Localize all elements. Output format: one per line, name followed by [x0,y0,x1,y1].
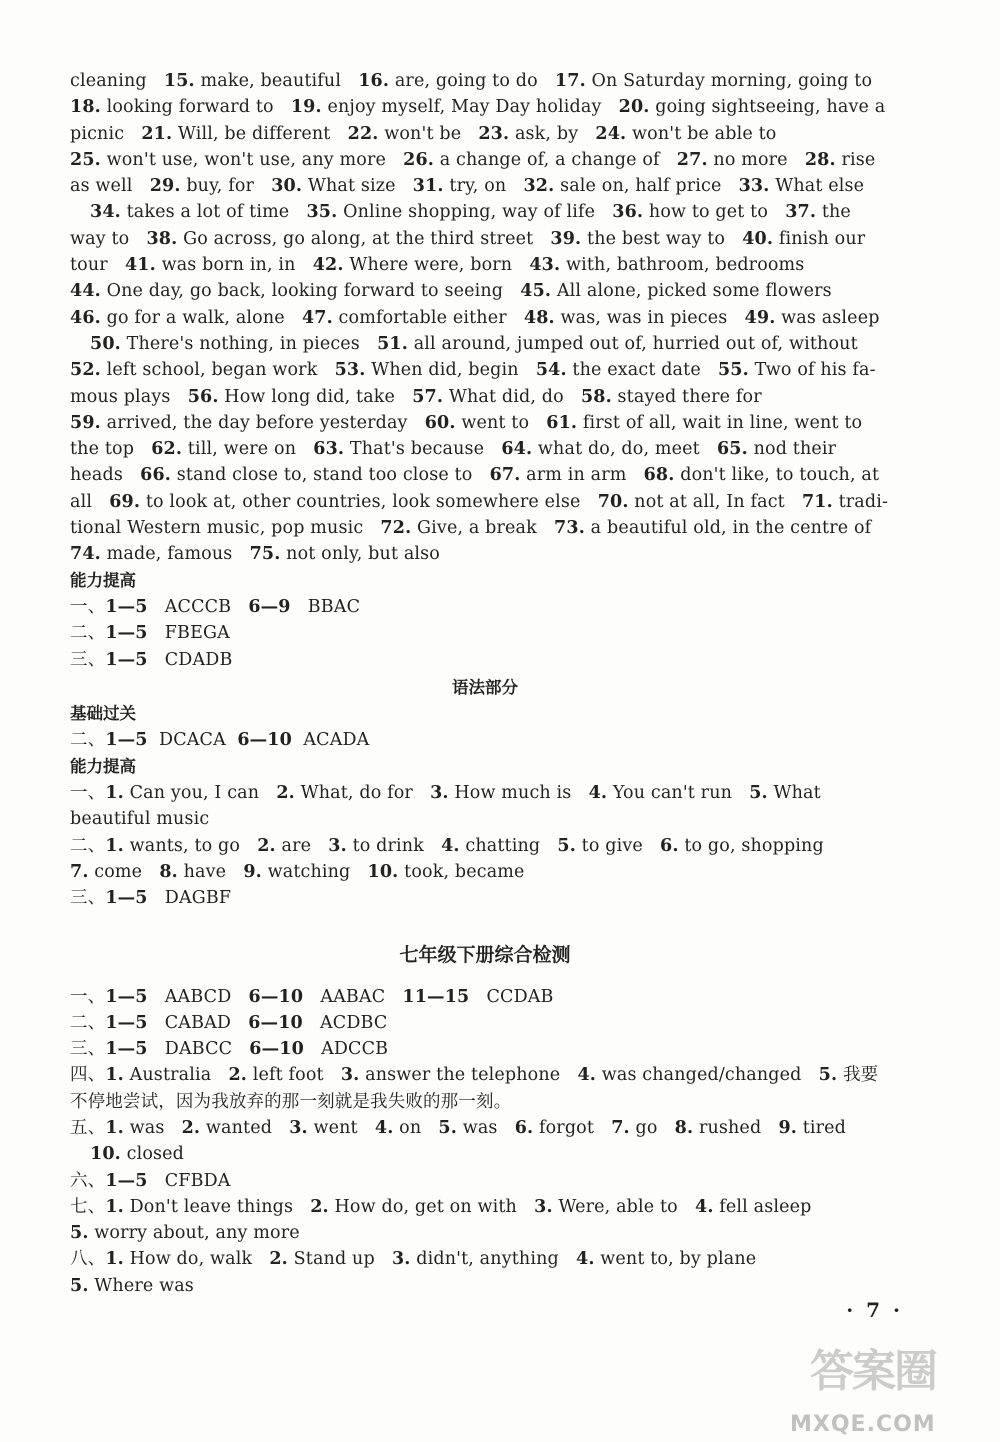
answer-line: 59. arrived, the day before yesterday 60. went to 61. first of all, wait in line, went to [70,412,863,433]
watermark-url: MXQE.COM [790,1412,936,1437]
grammar-line: 二、1. wants, to go 2. are 3. to drink 4. chatting 5. to give 6. to go, shopping [70,835,824,856]
answer-page [70,68,900,1299]
grammar-line: 一、1. Can you, I can 2. What, do for 3. How much is 4. You can't run 5. What [70,783,821,804]
ability-line: 一、1—5 ACCCB 6—9 BBAC [70,596,361,617]
answer-line: heads 66. stand close to, stand too close to 67. arm in arm 68. don't like, to touch, at [70,465,880,486]
test-line: 5. Where was [70,1275,194,1296]
test-title: 七年级下册综合检测 [399,943,571,966]
test-answers [70,984,900,1300]
answer-line: 25. won't use, won't use, any more 26. a change of, a change of 27. no more 28. rise [70,149,876,170]
ability-line: 三、1—5 CDADB [70,649,233,670]
answer-line: all 69. to look at, other countries, look somewhere else 70. not at all, In fact 71. tradi- [70,491,889,512]
test-line: 八、1. How do, walk 2. Stand up 3. didn't, anything 4. went to, by plane [70,1249,757,1270]
section-heading-ability: 能力提高 [70,570,136,590]
answer-line: the top 62. till, were on 63. That's because 64. what do, do, meet 65. nod their [70,439,837,460]
answer-line: mous plays 56. How long did, take 57. What did, do 58. stayed there for [70,386,762,407]
answer-line: as well 29. buy, for 30. What size 31. try, on 32. sale on, half price 33. What else [70,176,865,197]
answer-line: way to 38. Go across, go along, at the third street 39. the best way to 40. finish our [70,228,866,249]
test-line: 三、1—5 DABCC 6—10 ADCCB [70,1039,389,1060]
grammar-line: beautiful music [70,809,210,830]
grammar-ability-heading: 能力提高 [70,756,136,776]
test-line: 二、1—5 CABAD 6—10 ACDBC [70,1012,388,1033]
grammar-line: 7. come 8. have 9. watching 10. took, became [70,861,525,882]
answer-line: 34. takes a lot of time 35. Online shopping, way of life 36. how to get to 37. the [90,202,851,223]
answer-line: 74. made, famous 75. not only, but also [70,544,440,565]
test-line: 一、1—5 AABCD 6—10 AABAC 11—15 CCDAB [70,986,554,1007]
answer-line: 50. There's nothing, in pieces 51. all around, jumped out of, hurried out of, without [90,333,858,354]
test-line: 六、1—5 CFBDA [70,1170,231,1191]
answer-line: cleaning 15. make, beautiful 16. are, going to do 17. On Saturday morning, going to [70,71,873,91]
answer-line: 18. looking forward to 19. enjoy myself, May Day holiday 20. going sightseeing, have a [70,97,886,118]
answer-line: tional Western music, pop music 72. Give, a break 73. a beautiful old, in the centre of [70,518,872,539]
grammar-title: 语法部分 [452,677,518,697]
answer-lines [70,68,900,568]
grammar-line: 三、1—5 DAGBF [70,888,232,909]
page-number: · 7 · [846,1298,903,1322]
test-line: 四、1. Australia 2. left foot 3. answer the telephone 4. was changed/changed 5. 我要 [70,1065,879,1086]
test-line: 五、1. was 2. wanted 3. went 4. on 5. was 6. forgot 7. go 8. rushed 9. tired [70,1117,847,1138]
answer-line: 44. One day, go back, looking forward to seeing 45. All alone, picked some flowers [70,281,832,302]
ability-answers [70,594,900,673]
grammar-answers [70,780,900,911]
test-line: 七、1. Don't leave things 2. How do, get on with 3. Were, able to 4. fell asleep [70,1196,812,1217]
answer-line: picnic 21. Will, be different 22. won't be 23. ask, by 24. won't be able to [70,123,777,144]
watermark-logo: 答案圈 [810,1346,936,1397]
grammar-basic-heading: 基础过关 [70,704,136,724]
test-line: 5. worry about, any more [70,1223,300,1244]
answer-line: 46. go for a walk, alone 47. comfortable either 48. was, was in pieces 49. was asleep [70,307,880,328]
test-line: 不停地尝试，因为我放弃的那一刻就是我失败的那一刻。 [70,1091,512,1112]
grammar-basic-row: 二、1—5 DCACA 6—10 ACADA [70,730,370,751]
ability-line: 二、1—5 FBEGA [70,623,230,644]
answer-line: tour 41. was born in, in 42. Where were, born 43. with, bathroom, bedrooms [70,255,805,276]
test-line: 10. closed [90,1144,184,1165]
answer-line: 52. left school, began work 53. When did, begin 54. the exact date 55. Two of his fa- [70,360,876,381]
